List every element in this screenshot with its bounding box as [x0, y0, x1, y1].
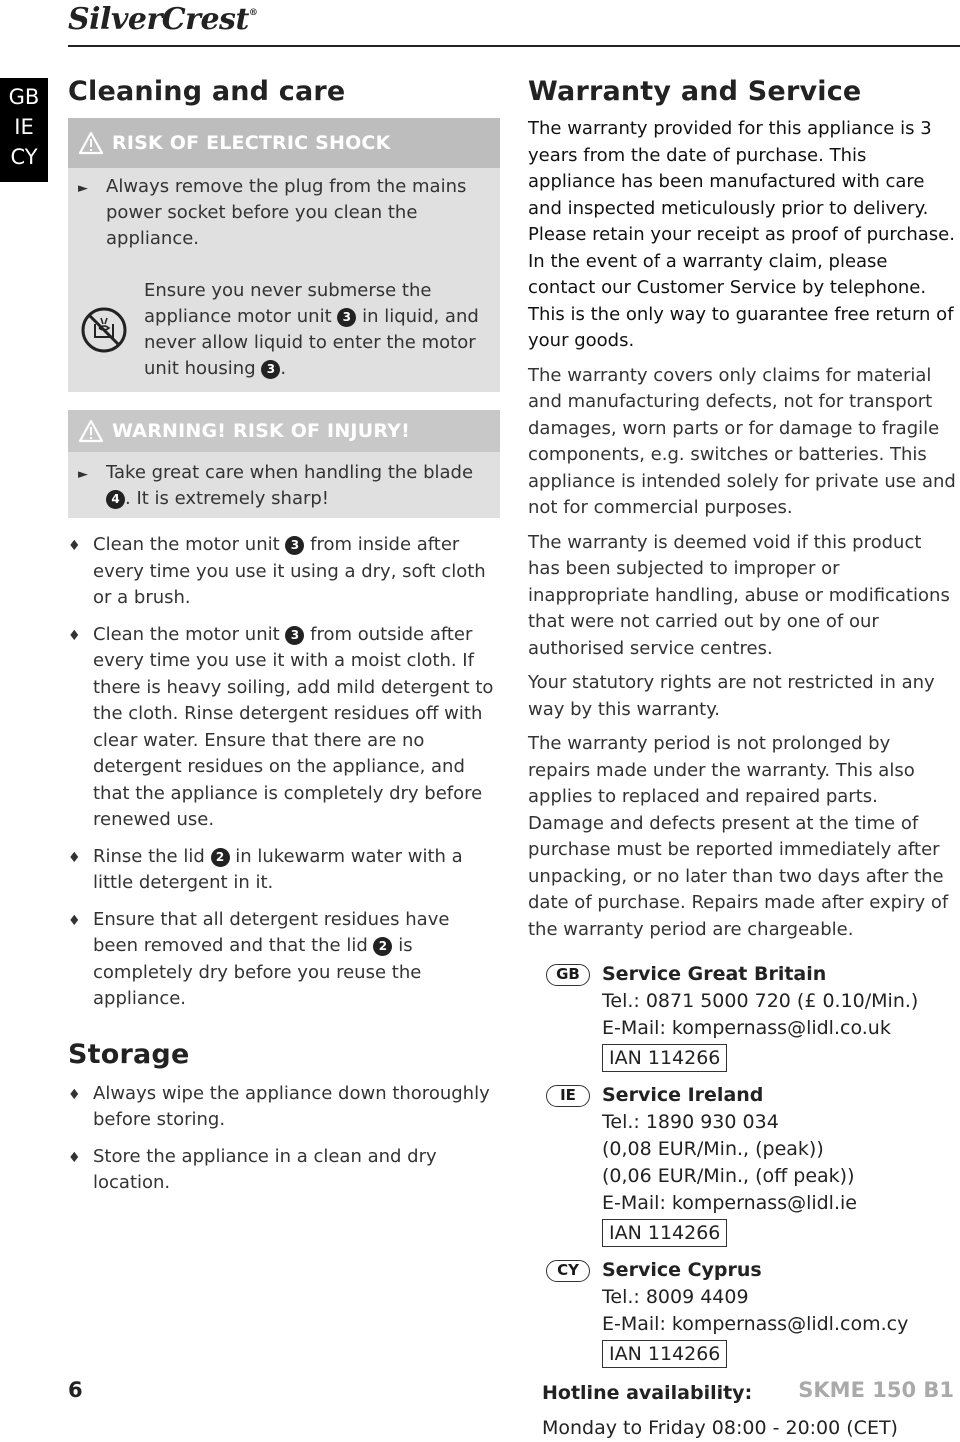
motor-unit-ref: 3	[337, 308, 356, 327]
submerse-warning	[78, 278, 490, 382]
storage-title: Storage	[68, 1038, 190, 1070]
page-number: 6	[68, 1378, 83, 1402]
injury-warning-item	[78, 460, 490, 512]
service-gb	[528, 961, 958, 1078]
model-number: SKME 150 B1	[798, 1378, 954, 1402]
shock-warning-box	[68, 118, 500, 392]
right-column	[528, 72, 958, 1442]
blade-ref: 4	[106, 490, 125, 509]
cleaning-title: Cleaning and care	[68, 76, 346, 107]
country-badge: GB	[546, 964, 590, 986]
lang-cy: CY	[10, 145, 38, 169]
lang-gb: GB	[8, 85, 40, 109]
cleaning-bullets	[68, 532, 500, 1013]
submerse-text	[134, 278, 490, 382]
injury-warning-text	[106, 460, 490, 512]
bullet-text: in lukewarm water with a little detergent in it.	[93, 845, 463, 893]
shock-warning-title: RISK OF ELECTRIC SHOCK	[112, 132, 391, 154]
shock-warning-text: Always remove the plug from the mains power socket before you clean the appliance.	[106, 176, 467, 249]
warranty-paragraph: Your statutory rights are not restricted in any way by this warranty.	[528, 672, 935, 720]
shock-warning-header	[68, 118, 500, 168]
ian-box: IAN 114266	[602, 1219, 727, 1247]
injury-text-part: . It is extremely sharp!	[125, 488, 330, 509]
motor-unit-ref: 3	[261, 360, 280, 379]
service-email[interactable]: E-Mail: kompernass@lidl.ie	[602, 1192, 857, 1214]
submerse-text-part: Ensure you never submerse the appliance motor unit	[144, 280, 432, 327]
injury-warning-header	[68, 410, 500, 452]
hotline-hours: Monday to Friday 08:00 - 20:00 (CET)	[542, 1417, 898, 1439]
service-email[interactable]: E-Mail: kompernass@lidl.co.uk	[602, 1017, 891, 1039]
lid-ref: 2	[211, 848, 230, 867]
left-column	[68, 72, 500, 1207]
bullet-text: from inside after every time you use it using a dry, soft cloth or a brush.	[93, 534, 486, 608]
bullet-text: Rinse the lid	[93, 845, 211, 867]
submerse-text-part: in liquid, and never allow liquid to enter the motor unit housing	[144, 306, 479, 379]
warning-triangle-icon	[78, 419, 104, 443]
service-tel: Tel.: 1890 930 034	[602, 1111, 779, 1133]
country-badge: CY	[546, 1260, 590, 1282]
list-item	[68, 622, 500, 834]
lid-ref: 2	[373, 937, 392, 956]
bullet-text: Clean the motor unit	[93, 534, 286, 555]
hotline-title: Hotline availability:	[542, 1382, 753, 1404]
list-item	[68, 1081, 500, 1134]
service-rate: (0,06 EUR/Min., (off peak))	[602, 1165, 855, 1187]
service-ie	[528, 1082, 958, 1253]
service-title: Service Great Britain	[602, 963, 827, 985]
warranty-paragraph: The warranty period is not prolonged by repairs made under the warranty. This also applies to replaced and repaired parts. Damage and defects present at the time of purchase must be reported immediately after unpacking, or no later than two days after the date of purchase. Repairs made after expiry of the warranty period are chargeable.	[528, 733, 949, 940]
shock-warning-item	[78, 174, 490, 252]
injury-warning-title: WARNING! RISK OF INJURY!	[112, 420, 410, 442]
motor-unit-ref: 3	[285, 626, 304, 645]
brand-logo	[68, 2, 257, 37]
bullet-text: Store the appliance in a clean and dry location.	[93, 1145, 437, 1193]
warranty-paragraph: The warranty provided for this appliance is 3 years from the date of purchase. This appliance has been manufactured with care and inspected meticulously prior to delivery. Please retain your receipt as proof of purchase. In the event of a warranty claim, please contact our Customer Service by telephone. This is the only way to guarantee free return of your goods.	[528, 118, 955, 351]
bullet-text: is completely dry before you reuse the appliance.	[93, 935, 422, 1009]
service-cy	[528, 1257, 958, 1374]
submerse-text-part: .	[280, 358, 287, 379]
bullet-text: Always wipe the appliance down thoroughly before storing.	[93, 1082, 490, 1130]
list-item	[68, 532, 500, 612]
warning-triangle-icon	[78, 131, 104, 155]
ian-box: IAN 114266	[602, 1044, 727, 1072]
language-tab	[0, 78, 48, 182]
injury-warning-box	[68, 410, 500, 518]
no-immersion-icon	[78, 304, 134, 356]
service-tel: Tel.: 0871 5000 720 (£ 0.10/Min.)	[602, 990, 919, 1012]
ian-box: IAN 114266	[602, 1340, 727, 1368]
list-item	[68, 1144, 500, 1197]
diamond-bullet-icon: ♦	[68, 1086, 81, 1103]
storage-bullets	[68, 1081, 500, 1197]
bullet-text: Ensure that all detergent residues have been removed and that the lid	[93, 908, 450, 956]
list-item	[68, 844, 500, 897]
service-tel: Tel.: 8009 4409	[602, 1286, 749, 1308]
diamond-bullet-icon: ♦	[68, 849, 81, 866]
arrow-bullet-icon: ►	[78, 467, 88, 482]
diamond-bullet-icon: ♦	[68, 912, 81, 929]
service-email[interactable]: E-Mail: kompernass@lidl.com.cy	[602, 1313, 909, 1335]
country-badge: IE	[546, 1085, 590, 1107]
injury-text-part: Take great care when handling the blade	[106, 462, 474, 483]
lang-ie: IE	[14, 115, 34, 139]
diamond-bullet-icon: ♦	[68, 627, 81, 644]
arrow-bullet-icon: ►	[78, 181, 88, 196]
service-title: Service Cyprus	[602, 1259, 762, 1281]
motor-unit-ref: 3	[285, 536, 304, 555]
bullet-text: from outside after every time you use it with a moist cloth. If there is heavy soiling, add mild detergent to the cloth. Rinse detergent residues off with clear water. Ensure that there are no detergent residues on the appliance, and that the appliance is completely dry before renewed use.	[93, 623, 494, 830]
brand-name: SilverCrest	[68, 2, 249, 37]
warranty-title: Warranty and Service	[528, 76, 862, 107]
brand-mark: ®	[248, 8, 258, 18]
warranty-paragraph: The warranty is deemed void if this product has been subjected to improper or inappropriate handling, abuse or modifications that were not carried out by one of our authorised service centres.	[528, 531, 950, 659]
bullet-text: Clean the motor unit	[93, 623, 286, 645]
diamond-bullet-icon: ♦	[68, 1149, 81, 1166]
diamond-bullet-icon: ♦	[68, 538, 81, 554]
header-rule	[68, 45, 960, 47]
service-rate: (0,08 EUR/Min., (peak))	[602, 1138, 824, 1160]
warranty-paragraph: The warranty covers only claims for material and manufacturing defects, not for transport damages, worn parts or for damage to fragile components, e.g. switches or batteries. This appliance is intended solely for private use and not for commercial purposes.	[528, 364, 956, 518]
list-item	[68, 907, 500, 1013]
service-title: Service Ireland	[602, 1084, 764, 1106]
